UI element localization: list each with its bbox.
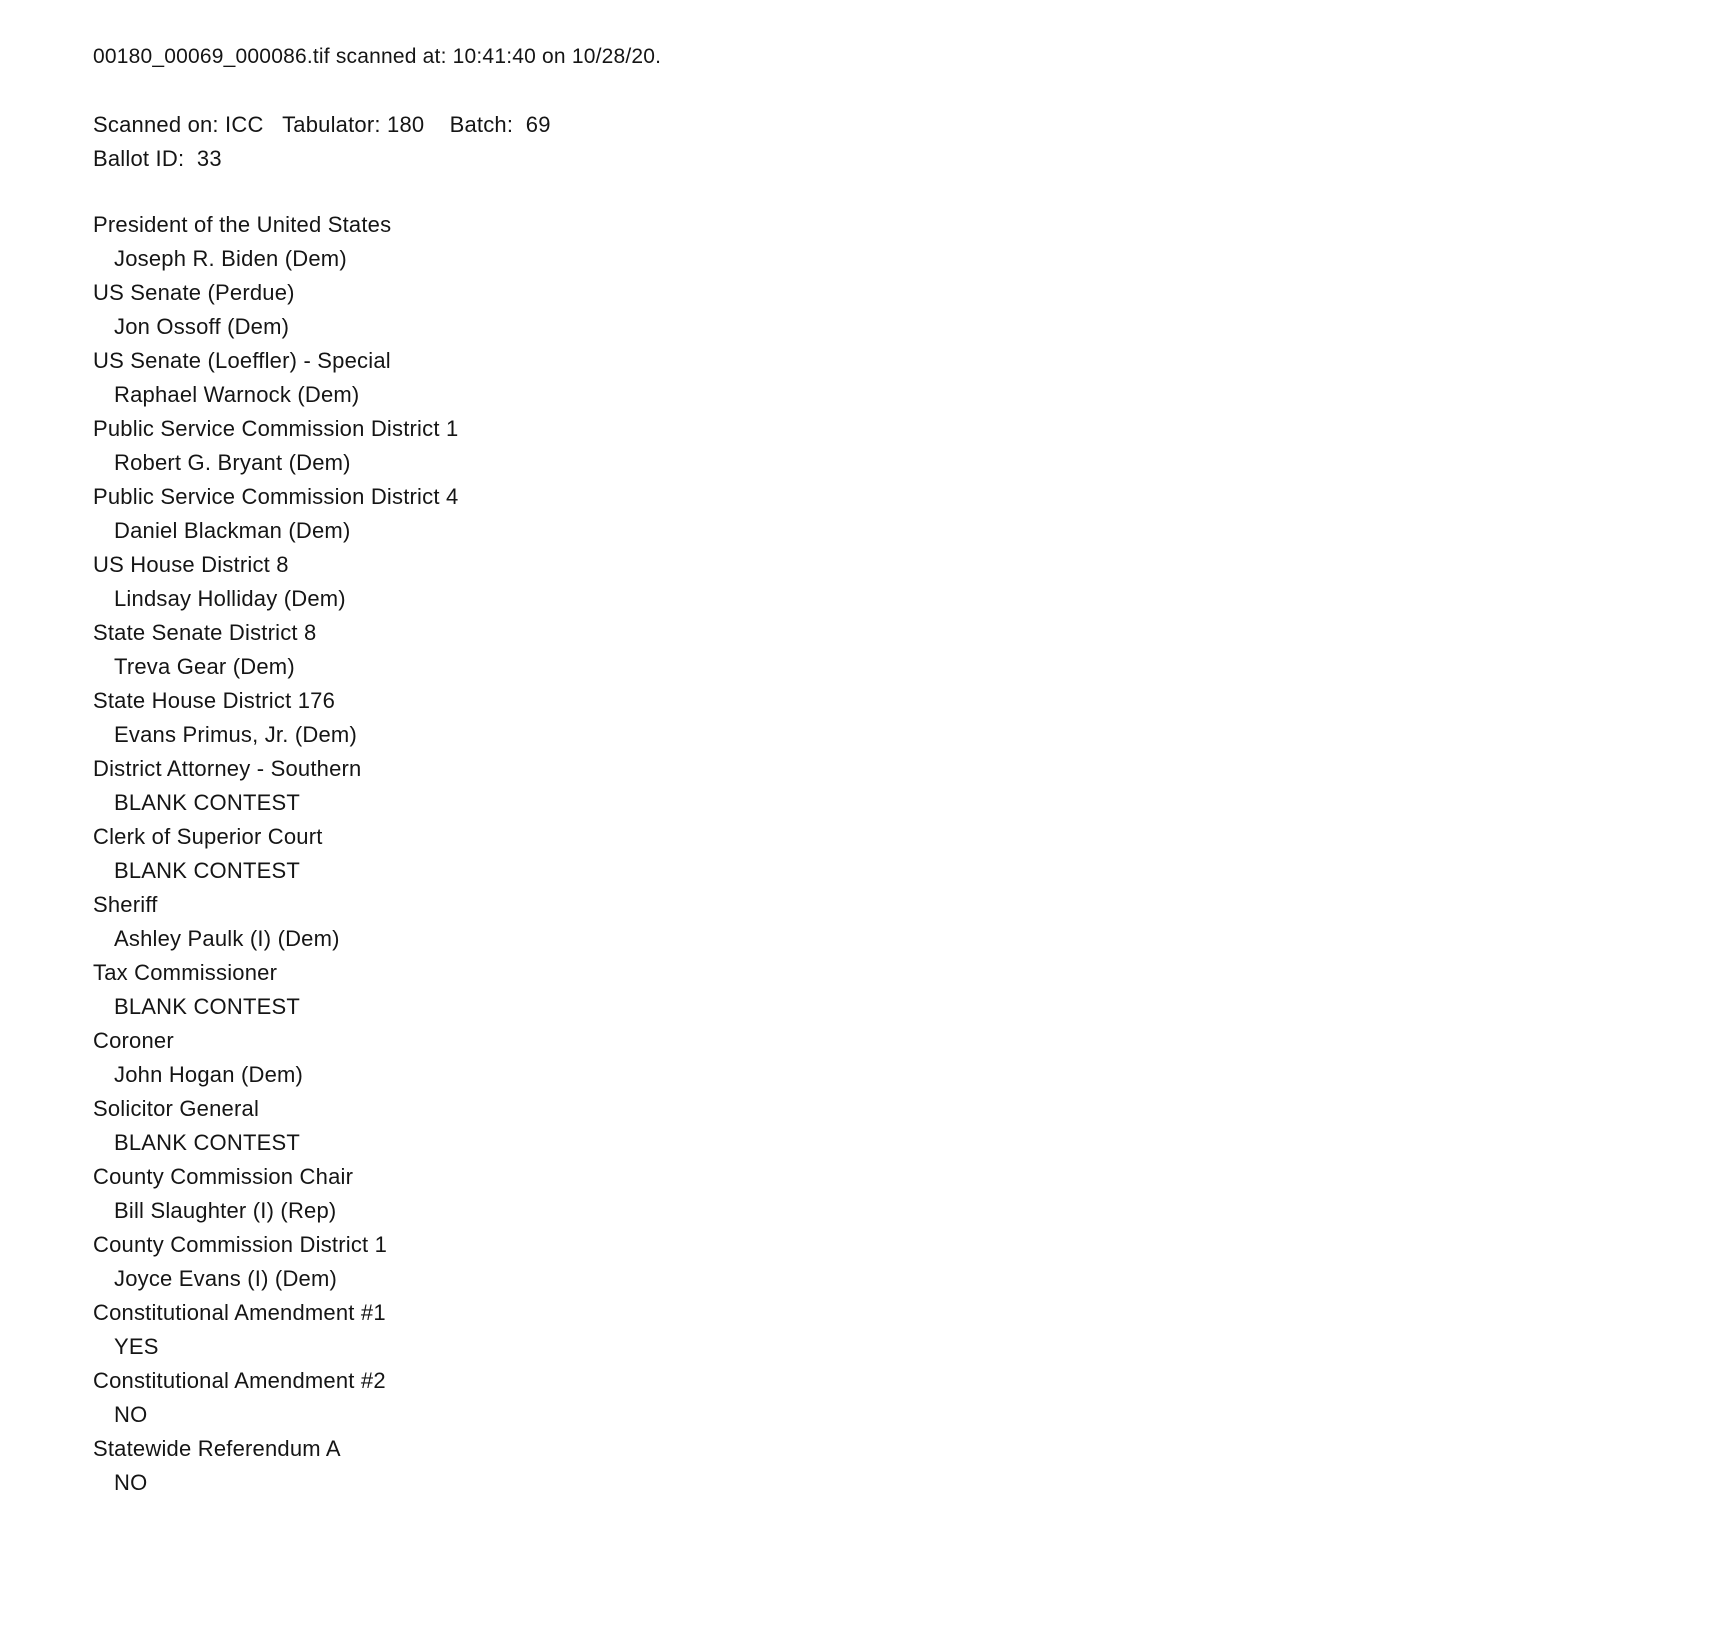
contest-name: Constitutional Amendment #1 bbox=[93, 1300, 386, 1325]
contest-block bbox=[93, 820, 1593, 888]
contest-block bbox=[93, 1092, 1593, 1160]
contest-block bbox=[93, 684, 1593, 752]
contest-block bbox=[93, 276, 1593, 344]
contest-selection: NO bbox=[114, 1402, 148, 1427]
contest-block bbox=[93, 480, 1593, 548]
contest-selection: Joyce Evans (I) (Dem) bbox=[114, 1266, 338, 1291]
contest-list bbox=[93, 208, 1593, 1500]
contest-block bbox=[93, 208, 1593, 276]
contest-name: Sheriff bbox=[93, 892, 158, 917]
contest-selection: Evans Primus, Jr. (Dem) bbox=[114, 722, 357, 747]
contest-name: Tax Commissioner bbox=[93, 960, 278, 985]
contest-name: US Senate (Perdue) bbox=[93, 280, 295, 305]
contest-selection: Lindsay Holliday (Dem) bbox=[114, 586, 346, 611]
contest-selection: YES bbox=[114, 1334, 159, 1359]
contest-selection: Bill Slaughter (I) (Rep) bbox=[114, 1198, 337, 1223]
contest-name: Clerk of Superior Court bbox=[93, 824, 323, 849]
contest-selection: Ashley Paulk (I) (Dem) bbox=[114, 926, 340, 951]
scanned-meta-line: Scanned on: ICC Tabulator: 180 Batch: 69 bbox=[93, 112, 551, 137]
contest-selection: BLANK CONTEST bbox=[114, 858, 300, 883]
contest-selection: Robert G. Bryant (Dem) bbox=[114, 450, 351, 475]
contest-name: Constitutional Amendment #2 bbox=[93, 1368, 386, 1393]
contest-selection: BLANK CONTEST bbox=[114, 994, 300, 1019]
contest-selection: John Hogan (Dem) bbox=[114, 1062, 304, 1087]
contest-block bbox=[93, 956, 1593, 1024]
contest-name: Solicitor General bbox=[93, 1096, 260, 1121]
contest-selection: BLANK CONTEST bbox=[114, 1130, 300, 1155]
contest-name: Public Service Commission District 4 bbox=[93, 484, 459, 509]
contest-name: District Attorney - Southern bbox=[93, 756, 362, 781]
contest-block bbox=[93, 1432, 1593, 1500]
contest-name: County Commission District 1 bbox=[93, 1232, 388, 1257]
contest-selection: NO bbox=[114, 1470, 148, 1495]
contest-selection: Raphael Warnock (Dem) bbox=[114, 382, 360, 407]
contest-name: Coroner bbox=[93, 1028, 174, 1053]
contest-name: Public Service Commission District 1 bbox=[93, 416, 459, 441]
contest-name: County Commission Chair bbox=[93, 1164, 354, 1189]
ballot-scan-document bbox=[93, 42, 1593, 1500]
contest-block bbox=[93, 1228, 1593, 1296]
contest-name: President of the United States bbox=[93, 212, 392, 237]
contest-block bbox=[93, 1024, 1593, 1092]
contest-block bbox=[93, 548, 1593, 616]
contest-block bbox=[93, 344, 1593, 412]
contest-selection: Joseph R. Biden (Dem) bbox=[114, 246, 347, 271]
contest-selection: Treva Gear (Dem) bbox=[114, 654, 295, 679]
ballot-id-line: Ballot ID: 33 bbox=[93, 146, 222, 171]
contest-selection: Jon Ossoff (Dem) bbox=[114, 314, 290, 339]
contest-selection: BLANK CONTEST bbox=[114, 790, 300, 815]
contest-name: State House District 176 bbox=[93, 688, 336, 713]
contest-name: State Senate District 8 bbox=[93, 620, 317, 645]
contest-block bbox=[93, 888, 1593, 956]
contest-name: Statewide Referendum A bbox=[93, 1436, 341, 1461]
contest-block bbox=[93, 1296, 1593, 1364]
scan-meta-block bbox=[93, 108, 1593, 176]
contest-block bbox=[93, 412, 1593, 480]
contest-block bbox=[93, 1364, 1593, 1432]
scan-filename-line: 00180_00069_000086.tif scanned at: 10:41:40 on 10/28/20. bbox=[93, 45, 662, 68]
contest-name: US House District 8 bbox=[93, 552, 289, 577]
contest-block bbox=[93, 1160, 1593, 1228]
contest-name: US Senate (Loeffler) - Special bbox=[93, 348, 391, 373]
contest-block bbox=[93, 616, 1593, 684]
contest-selection: Daniel Blackman (Dem) bbox=[114, 518, 351, 543]
contest-block bbox=[93, 752, 1593, 820]
